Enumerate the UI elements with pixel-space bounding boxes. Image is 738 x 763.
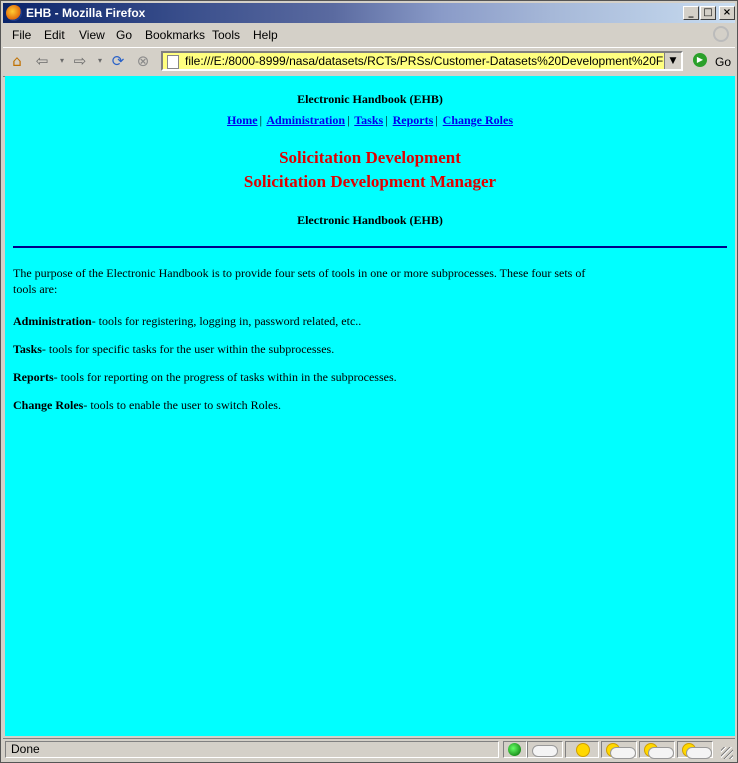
minimize-button[interactable]: _ <box>683 6 699 20</box>
page-icon <box>167 55 179 69</box>
page-header: Electronic Handbook (EHB) <box>297 92 443 106</box>
menu-tools[interactable]: Tools <box>212 28 241 42</box>
nav-link-change-roles[interactable]: Change Roles <box>442 113 514 127</box>
navigation-toolbar <box>3 47 735 77</box>
url-dropdown-icon[interactable]: ▼ <box>664 53 681 69</box>
page-nav: Home | Administration | Tasks | Reports | Change Roles <box>226 113 514 127</box>
section-header: Electronic Handbook (EHB) <box>297 213 443 227</box>
resize-grip-icon[interactable] <box>721 747 733 759</box>
back-dropdown-icon[interactable]: ▾ <box>59 56 64 65</box>
url-input[interactable] <box>185 54 663 68</box>
home-icon[interactable]: ⌂ <box>12 52 22 70</box>
page-title: Solicitation Development <box>279 148 461 167</box>
back-icon[interactable]: ⇦ <box>35 52 49 70</box>
horizontal-divider <box>13 246 727 248</box>
description-administration <box>13 313 603 329</box>
menu-help[interactable]: Help <box>253 28 278 42</box>
description-tasks <box>13 341 603 357</box>
go-icon[interactable]: ▶ <box>693 53 707 67</box>
window-title: EHB - Mozilla Firefox <box>26 6 146 20</box>
reload-icon[interactable]: ⟳ <box>111 52 125 70</box>
weather-cloudy-icon[interactable] <box>532 745 558 757</box>
forward-icon[interactable]: ⇨ <box>73 52 87 70</box>
menu-go[interactable]: Go <box>116 28 133 42</box>
term-change-roles: Change Roles <box>13 398 84 412</box>
menu-file[interactable]: File <box>12 28 32 42</box>
desc-administration: - tools for registering, logging in, password related, etc.. <box>91 314 362 328</box>
desc-change-roles: - tools to enable the user to switch Roles. <box>83 398 281 412</box>
weather-partly-cloudy-icon[interactable] <box>648 747 674 759</box>
status-text: Done <box>5 741 499 758</box>
term-administration: Administration <box>13 314 92 328</box>
term-tasks: Tasks <box>13 342 42 356</box>
status-bar <box>3 738 735 761</box>
menu-bookmarks[interactable]: Bookmarks <box>145 28 206 42</box>
nav-link-administration[interactable]: Administration <box>266 113 346 127</box>
weather-partly-cloudy-icon[interactable] <box>686 747 712 759</box>
throbber-icon <box>713 26 729 42</box>
nav-link-home[interactable]: Home <box>226 113 258 127</box>
address-bar[interactable] <box>161 51 683 71</box>
go-button[interactable]: Go <box>715 55 732 69</box>
desc-tasks: - tools for specific tasks for the user within the subprocesses. <box>41 342 335 356</box>
nav-link-reports[interactable]: Reports <box>392 113 434 127</box>
nav-link-tasks[interactable]: Tasks <box>354 113 384 127</box>
close-button[interactable]: × <box>719 6 735 20</box>
description-reports <box>13 369 603 385</box>
page-subtitle: Solicitation Development Manager <box>243 172 497 191</box>
firefox-icon <box>6 5 22 21</box>
intro-paragraph: The purpose of the Electronic Handbook is to provide four sets of tools in one or more subprocesses. These four sets of tools are: <box>13 266 586 296</box>
weather-sunny-icon[interactable] <box>576 743 590 757</box>
title-bar[interactable] <box>3 3 735 23</box>
maximize-button[interactable]: □ <box>700 6 716 20</box>
description-change-roles <box>13 397 603 413</box>
menu-edit[interactable]: Edit <box>44 28 65 42</box>
term-reports: Reports <box>13 370 54 384</box>
stop-icon[interactable]: ⊗ <box>136 52 150 70</box>
page-content <box>5 76 735 736</box>
connection-status-icon[interactable] <box>508 743 521 756</box>
weather-partly-cloudy-icon[interactable] <box>610 747 636 759</box>
desc-reports: - tools for reporting on the progress of tasks within in the subprocesses. <box>53 370 397 384</box>
menu-bar <box>3 25 735 44</box>
menu-view[interactable]: View <box>79 28 105 42</box>
forward-dropdown-icon[interactable]: ▾ <box>97 56 102 65</box>
